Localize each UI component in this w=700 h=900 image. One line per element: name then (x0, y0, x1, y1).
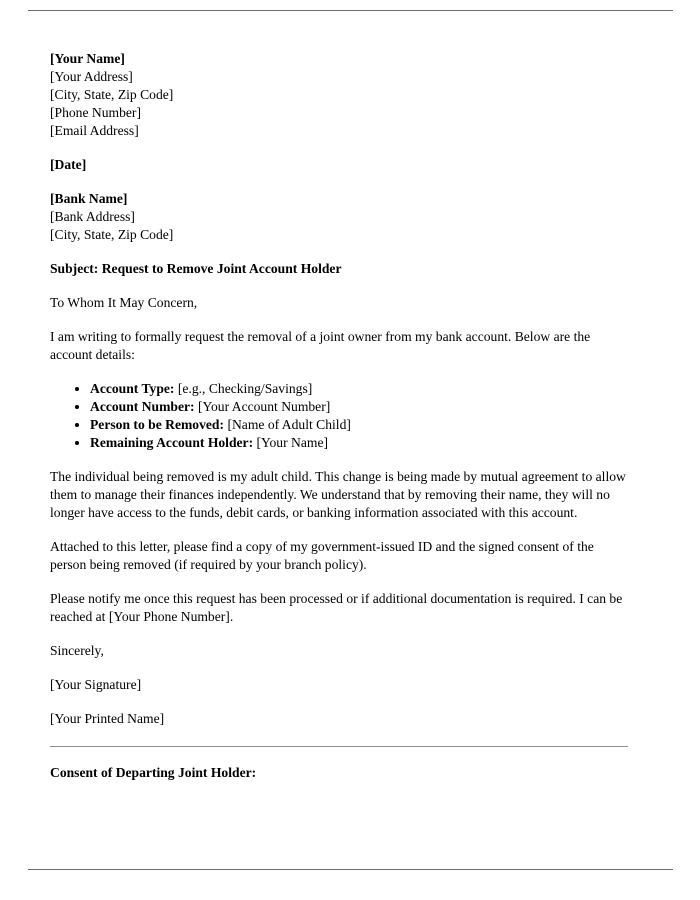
sender-address: [Your Address] (50, 69, 133, 84)
detail-item-account-type (90, 380, 628, 398)
closing: Sincerely, (50, 643, 104, 658)
body-paragraph-1: The individual being removed is my adult child. This change is being made by mutual agreement to allow them to manage their finances independently. We understand that by removing their name, they will no longer have access to the funds, debit cards, or banking information associated with this account. (50, 469, 626, 520)
recipient-block (50, 190, 628, 244)
detail-value: [Your Account Number] (198, 399, 331, 414)
section-divider (50, 746, 628, 747)
sender-city: [City, State, Zip Code] (50, 87, 174, 102)
detail-label: Person to be Removed: (90, 417, 225, 432)
date-line: [Date] (50, 157, 87, 172)
sender-block (50, 50, 628, 140)
detail-label: Remaining Account Holder: (90, 435, 254, 450)
bank-name: [Bank Name] (50, 191, 128, 206)
salutation: To Whom It May Concern, (50, 295, 198, 310)
intro-paragraph: I am writing to formally request the removal of a joint owner from my bank account. Below are the account details: (50, 329, 591, 362)
sender-email: [Email Address] (50, 123, 139, 138)
subject-line: Subject: Request to Remove Joint Account Holder (50, 261, 342, 276)
detail-label: Account Type: (90, 381, 175, 396)
detail-value: [e.g., Checking/Savings] (177, 381, 313, 396)
detail-item-person-removed (90, 416, 628, 434)
body-paragraph-2: Attached to this letter, please find a copy of my government-issued ID and the signed consent of the person being removed (if required by your branch policy). (50, 539, 594, 572)
consent-heading: Consent of Departing Joint Holder: (50, 765, 257, 780)
sender-phone: [Phone Number] (50, 105, 141, 120)
detail-label: Account Number: (90, 399, 195, 414)
letter-document (28, 10, 673, 870)
bank-city: [City, State, Zip Code] (50, 227, 174, 242)
printed-name-placeholder: [Your Printed Name] (50, 711, 165, 726)
account-details-list (50, 380, 628, 452)
detail-item-account-number (90, 398, 628, 416)
sender-name: [Your Name] (50, 51, 125, 66)
detail-item-remaining-holder (90, 434, 628, 452)
detail-value: [Name of Adult Child] (227, 417, 351, 432)
body-paragraph-3: Please notify me once this request has been processed or if additional documentation is required. I can be reached at [Your Phone Number]. (50, 591, 623, 624)
bank-address: [Bank Address] (50, 209, 135, 224)
detail-value: [Your Name] (256, 435, 329, 450)
signature-placeholder: [Your Signature] (50, 677, 142, 692)
